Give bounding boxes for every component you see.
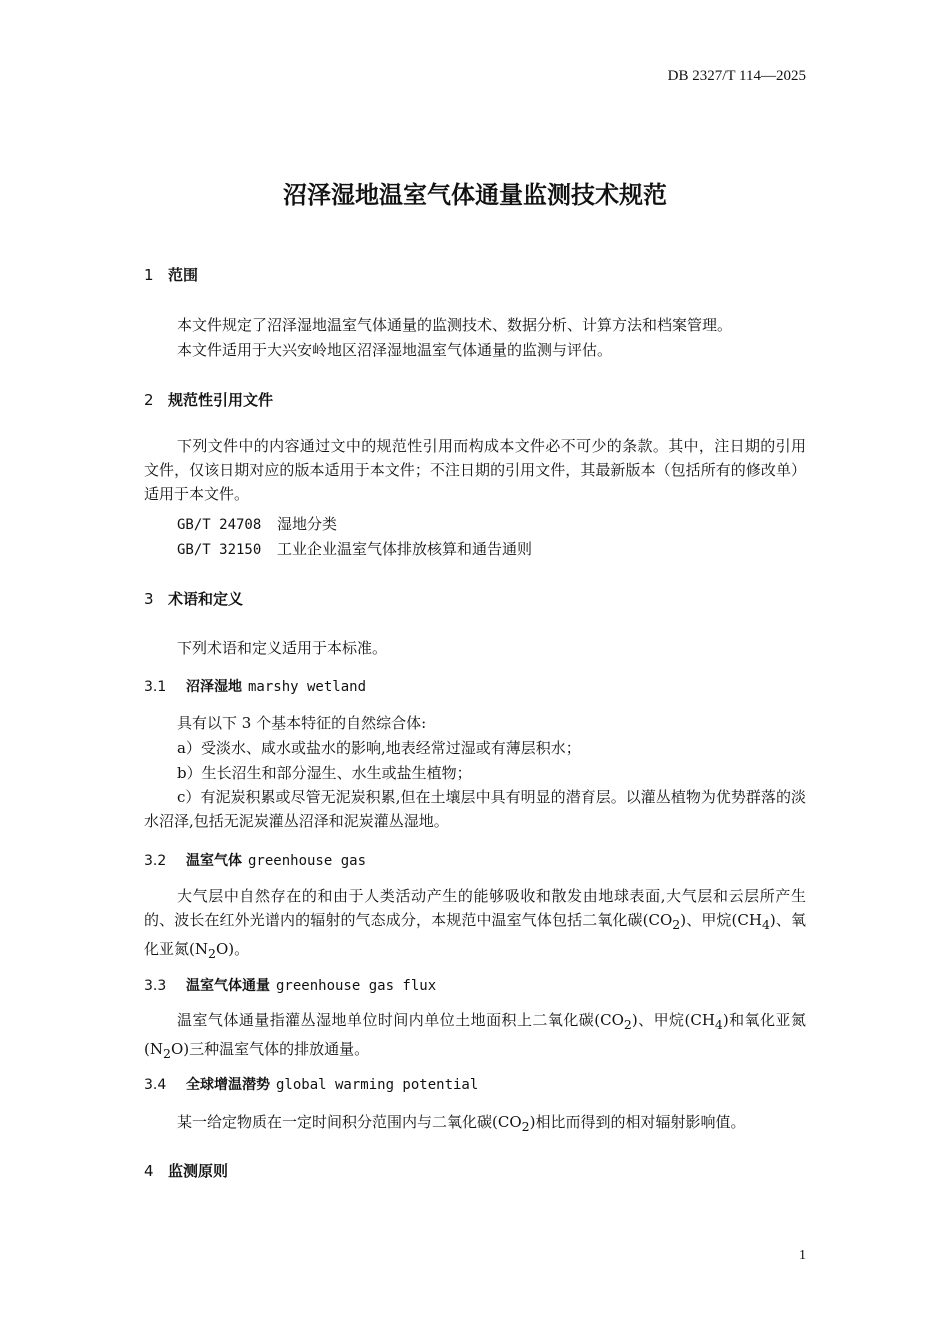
list-item: c）有泥炭积累或尽管无泥炭积累,但在土壤层中具有明显的潜育层。以灌丛植物为优势群落的淡水沼泽,包括无泥炭灌丛沼泽和泥炭灌丛湿地。 [144,788,806,830]
term-number: 3.2 [144,853,167,869]
subscript: 4 [761,917,770,932]
definition-text: )相比而得到的相对辐射影响值。 [529,1113,746,1131]
term-en: marshy wetland [248,679,367,695]
section-heading-2 [144,389,273,410]
definition [177,1111,745,1134]
subscript: 4 [714,1017,723,1032]
term-en: greenhouse gas flux [276,978,437,994]
section-heading-3 [144,588,243,609]
definition-text: )、甲烷(CH [631,1011,715,1029]
document-title: 沼泽湿地温室气体通量监测技术规范 [283,181,667,209]
section-number: 4 [144,1162,154,1180]
reference-code: GB/T 24708 [177,517,262,533]
list-item: a）受淡水、咸水或盐水的影响,地表经常过湿或有薄层积水； [177,739,581,757]
paragraph: 下列文件中的内容通过文中的规范性引用而构成本文件必不可少的条款。其中，注日期的引用文件，仅该日期对应的版本适用于本文件；不注日期的引用文件，其最新版本（包括所有的修改单）适用于本文件。 [144,437,806,503]
list-item: b）生长沼生和部分湿生、水生或盐生植物； [177,764,472,782]
term-zh: 沼泽湿地 [186,679,242,695]
reference-item [177,538,532,559]
section-heading-1 [144,264,198,285]
definition [144,884,806,966]
reference-name: 湿地分类 [277,515,338,533]
definition-text: 某一给定物质在一定时间积分范围内与二氧化碳(CO [177,1113,522,1131]
term-zh: 温室气体通量 [186,978,270,994]
section-title: 范围 [168,266,199,284]
term-heading-3-1 [144,676,366,696]
term-en: global warming potential [276,1077,479,1093]
document-number: DB 2327/T 114—2025 [667,68,806,84]
page-number: 1 [799,1248,806,1263]
term-zh: 全球增温潜势 [186,1077,270,1093]
definition-text: )、甲烷(CH [680,911,762,929]
paragraph: 具有以下 3 个基本特征的自然综合体: [177,714,427,732]
reference-name: 工业企业温室气体排放核算和通告通则 [277,540,533,558]
section-number: 2 [144,391,154,409]
definition-text: )、氧化亚氮(N [144,911,806,958]
subscript: 2 [207,946,216,961]
term-number: 3.3 [144,978,167,994]
definition-text: O)三种温室气体的排放通量。 [170,1040,370,1058]
definition [144,1008,806,1066]
definition-text: O)。 [215,940,250,958]
section-number: 1 [144,266,154,284]
subscript: 2 [521,1119,530,1134]
definition-text: 温室气体通量指灌丛湿地单位时间内单位土地面积上二氧化碳(CO [177,1011,624,1029]
term-heading-3-2 [144,850,366,870]
subscript: 2 [623,1017,632,1032]
section-title: 术语和定义 [168,590,244,608]
paragraph: 本文件适用于大兴安岭地区沼泽湿地温室气体通量的监测与评估。 [177,341,613,359]
section-number: 3 [144,590,154,608]
term-number: 3.4 [144,1077,167,1093]
subscript: 2 [672,917,681,932]
term-zh: 温室气体 [186,853,242,869]
term-number: 3.1 [144,679,167,695]
definition-text: )和氧化亚氮(N [144,1011,806,1058]
reference-item [177,513,337,534]
section-title: 监测原则 [168,1162,229,1180]
term-heading-3-4 [144,1074,478,1094]
section-heading-4 [144,1160,228,1181]
term-heading-3-3 [144,975,436,995]
paragraph: 下列术语和定义适用于本标准。 [177,639,388,657]
paragraph: 本文件规定了沼泽湿地温室气体通量的监测技术、数据分析、计算方法和档案管理。 [177,316,733,334]
term-en: greenhouse gas [248,853,367,869]
section-title: 规范性引用文件 [168,391,274,409]
subscript: 2 [162,1046,171,1061]
reference-code: GB/T 32150 [177,542,262,558]
definition-text: 大气层中自然存在的和由于人类活动产生的能够吸收和散发由地球表面,大气层和云层所产生的、波长在红外光谱内的辐射的气态成分，本规范中温室气体包括二氧化碳(CO [144,887,806,929]
